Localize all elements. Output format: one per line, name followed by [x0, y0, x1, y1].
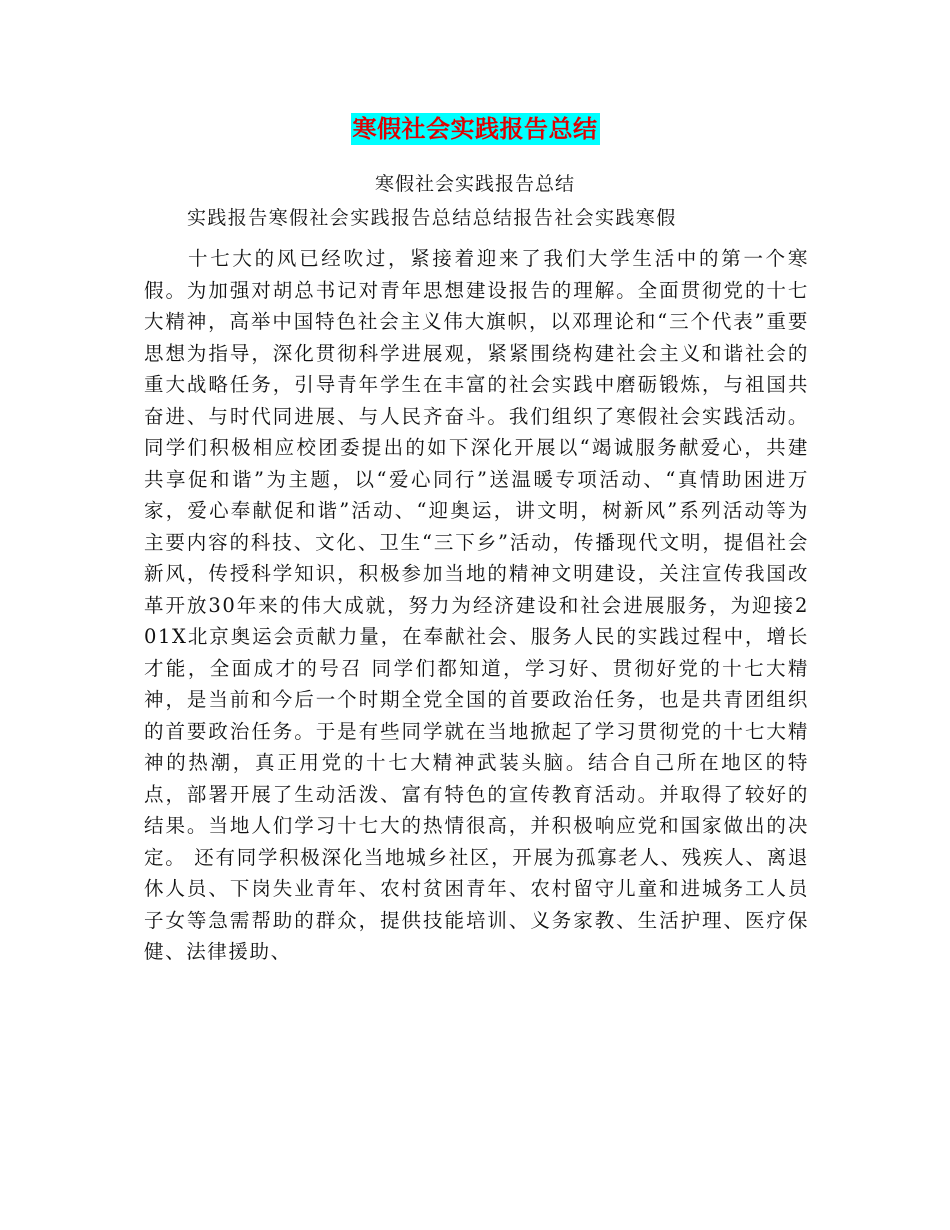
- body-paragraph: 十七大的风已经吹过，紧接着迎来了我们大学生活中的第一个寒假。为加强对胡总书记对青年思想建设报告的理解。全面贯彻党的十七大精神，高举中国特色社会主义伟大旗帜，以邓理论和“三个代表”重要思想为指导，深化贯彻科学进展观，紧紧围绕构建社会主义和谐社会的重大战略任务，引导青年学生在丰富的社会实践中磨砺锻炼，与祖国共奋进、与时代同进展、与人民齐奋斗。我们组织了寒假社会实践活动。 同学们积极相应校团委提出的如下深化开展以“竭诚服务献爱心，共建共享促和谐”为主题，以“爱心同行”送温暖专项活动、“真情助困进万家，爱心奉献促和谐”活动、“迎奥运，讲文明，树新风”系列活动等为主要内容的科技、文化、卫生“三下乡”活动，传播现代文明，提倡社会新风，传授科学知识，积极参加当地的精神文明建设，关注宣传我国改革开放30年来的伟大成就，努力为经济建设和社会进展服务，为迎接201X北京奥运会贡献力量，在奉献社会、服务人民的实践过程中，增长才能，全面成才的号召 同学们都知道，学习好、贯彻好党的十七大精神，是当前和今后一个时期全党全国的首要政治任务，也是共青团组织的首要政治任务。于是有些同学就在当地掀起了学习贯彻党的十七大精神的热潮，真正用党的十七大精神武装头脑。结合自己所在地区的特点，部署开展了生动活泼、富有特色的宣传教育活动。并取得了较好的结果。当地人们学习十七大的热情很高，并积极响应党和国家做出的决定。 还有同学积极深化当地城乡社区，开展为孤寡老人、残疾人、离退休人员、下岗失业青年、农村贫困青年、农村留守儿童和进城务工人员子女等急需帮助的群众，提供技能培训、义务家教、生活护理、医疗保健、法律援助、: [144, 247, 809, 963]
- document-title: 寒假社会实践报告总结: [352, 114, 598, 143]
- title-container: [0, 113, 950, 145]
- document-subtitle: 寒假社会实践报告总结: [374, 173, 575, 195]
- document-keywords: 实践报告寒假社会实践报告总结总结报告社会实践寒假: [187, 207, 677, 229]
